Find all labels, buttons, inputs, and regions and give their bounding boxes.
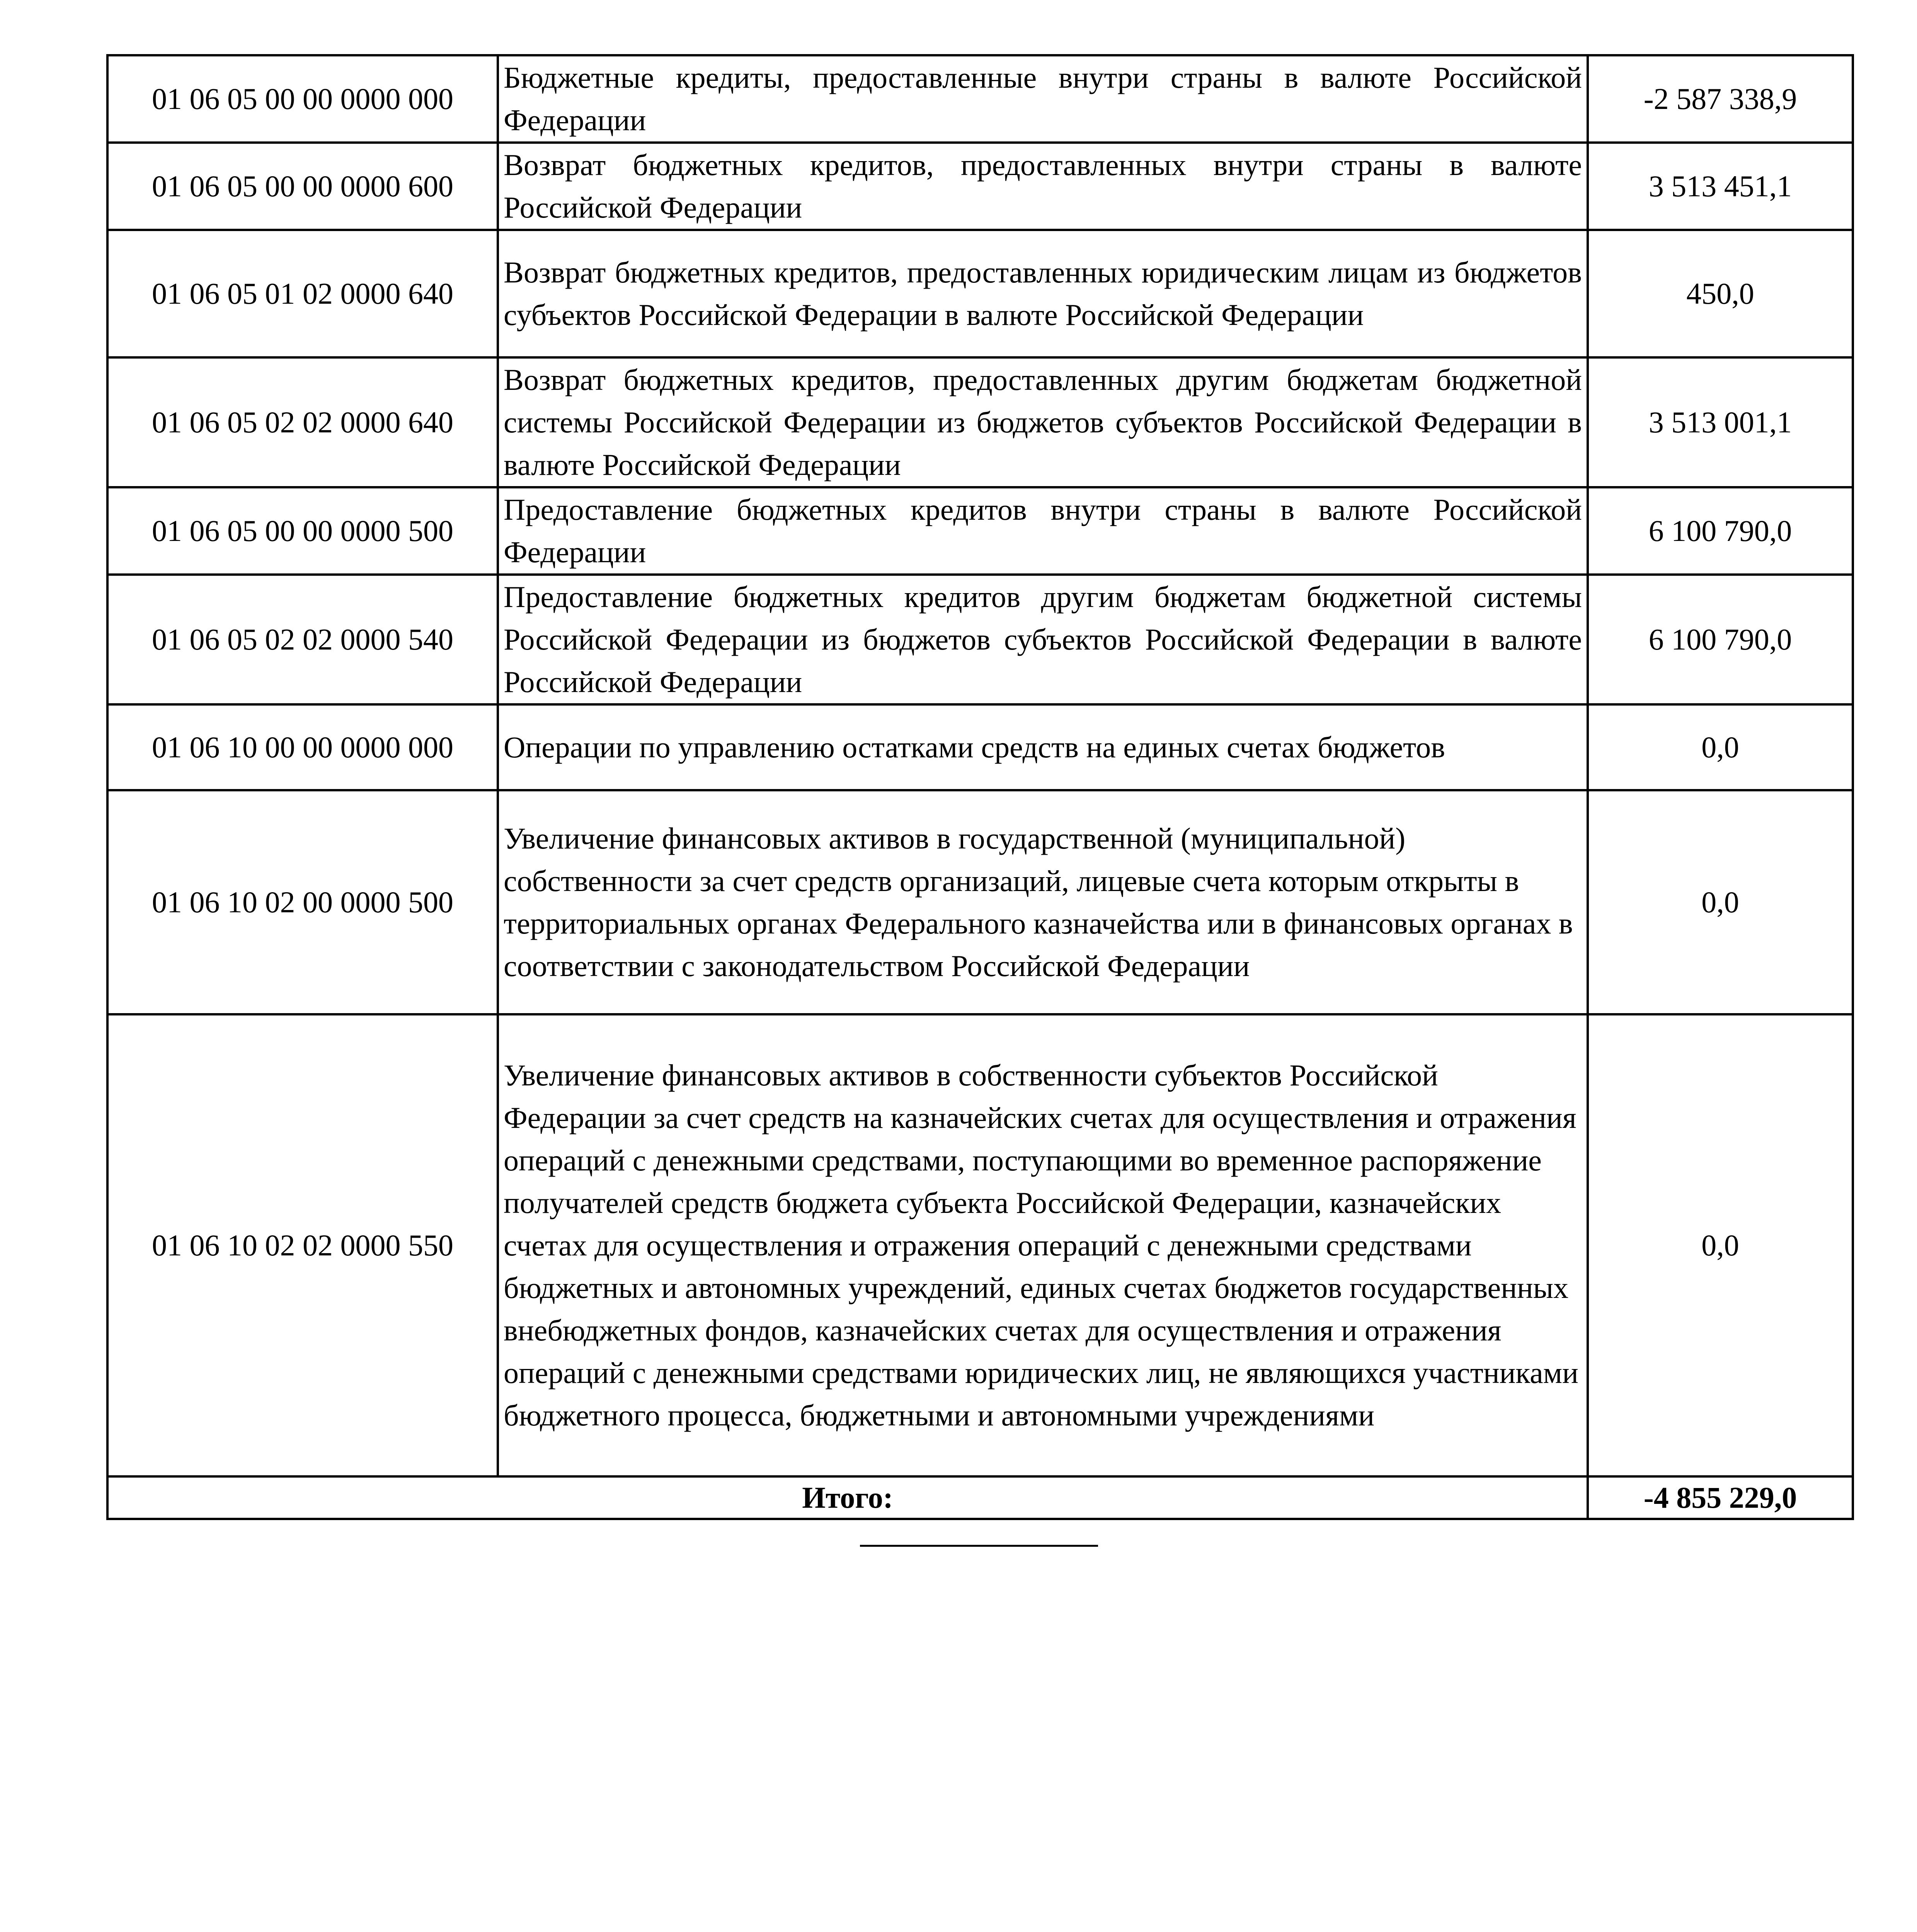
- row-amount: 0,0: [1588, 1014, 1853, 1476]
- row-name: Предоставление бюджетных кредитов внутри страны в валюте Российской Федерации: [498, 487, 1588, 575]
- row-code: 01 06 10 02 00 0000 500: [107, 790, 498, 1014]
- total-label: Итого:: [107, 1476, 1588, 1519]
- table-row: [107, 230, 1853, 357]
- total-amount: -4 855 229,0: [1588, 1476, 1853, 1519]
- row-code: 01 06 10 02 02 0000 550: [107, 1014, 498, 1476]
- budget-sources-table: [106, 54, 1854, 1520]
- end-separator-line: [860, 1545, 1098, 1547]
- row-name: Возврат бюджетных кредитов, предоставленных другим бюджетам бюджетной системы Российской Федерации из бюджетов субъектов Российской Федерации в валюте Российской Федерации: [498, 357, 1588, 487]
- row-code: 01 06 05 00 00 0000 500: [107, 487, 498, 575]
- row-code: 01 06 05 02 02 0000 640: [107, 357, 498, 487]
- row-name: Возврат бюджетных кредитов, предоставленных внутри страны в валюте Российской Федерации: [498, 143, 1588, 230]
- row-amount: 0,0: [1588, 790, 1853, 1014]
- table-row: [107, 143, 1853, 230]
- row-name: Увеличение финансовых активов в собственности субъектов Российской Федерации за счет средств на казначейских счетах для осуществления и отражения операций с денежными средствами, поступающими во временное распоряжение получателей средств бюджета субъекта Российской Федерации, казначейских счетах для осуществления и отражения операций с денежными средствами бюджетных и автономных учреждений, единых счетах бюджетов государственных внебюджетных фондов, казначейских счетах для осуществления и отражения операций с денежными средствами юридических лиц, не являющихся участниками бюджетного процесса, бюджетными и автономными учреждениями: [498, 1014, 1588, 1476]
- row-name: Возврат бюджетных кредитов, предоставленных юридическим лицам из бюджетов субъектов Российской Федерации в валюте Российской Федерации: [498, 230, 1588, 357]
- row-code: 01 06 05 01 02 0000 640: [107, 230, 498, 357]
- row-code: 01 06 05 00 00 0000 600: [107, 143, 498, 230]
- table-row: [107, 790, 1853, 1014]
- row-amount: 3 513 001,1: [1588, 357, 1853, 487]
- row-amount: 450,0: [1588, 230, 1853, 357]
- row-name: Операции по управлению остатками средств на единых счетах бюджетов: [498, 704, 1588, 790]
- row-name: Предоставление бюджетных кредитов другим бюджетам бюджетной системы Российской Федерации из бюджетов субъектов Российской Федерации в валюте Российской Федерации: [498, 575, 1588, 704]
- table-row: [107, 487, 1853, 575]
- row-code: 01 06 05 02 02 0000 540: [107, 575, 498, 704]
- table-row: [107, 55, 1853, 143]
- total-row: [107, 1476, 1853, 1519]
- row-amount: 3 513 451,1: [1588, 143, 1853, 230]
- row-code: 01 06 05 00 00 0000 000: [107, 55, 498, 143]
- row-amount: 0,0: [1588, 704, 1853, 790]
- row-amount: 6 100 790,0: [1588, 487, 1853, 575]
- table-row: [107, 357, 1853, 487]
- table-row: [107, 575, 1853, 704]
- table-row: [107, 1014, 1853, 1476]
- row-name: Бюджетные кредиты, предоставленные внутри страны в валюте Российской Федерации: [498, 55, 1588, 143]
- row-name: Увеличение финансовых активов в государственной (муниципальной) собственности за счет средств организаций, лицевые счета которым открыты в территориальных органах Федерального казначейства или в финансовых органах в соответствии с законодательством Российской Федерации: [498, 790, 1588, 1014]
- table-row: [107, 704, 1853, 790]
- row-amount: -2 587 338,9: [1588, 55, 1853, 143]
- row-amount: 6 100 790,0: [1588, 575, 1853, 704]
- row-code: 01 06 10 00 00 0000 000: [107, 704, 498, 790]
